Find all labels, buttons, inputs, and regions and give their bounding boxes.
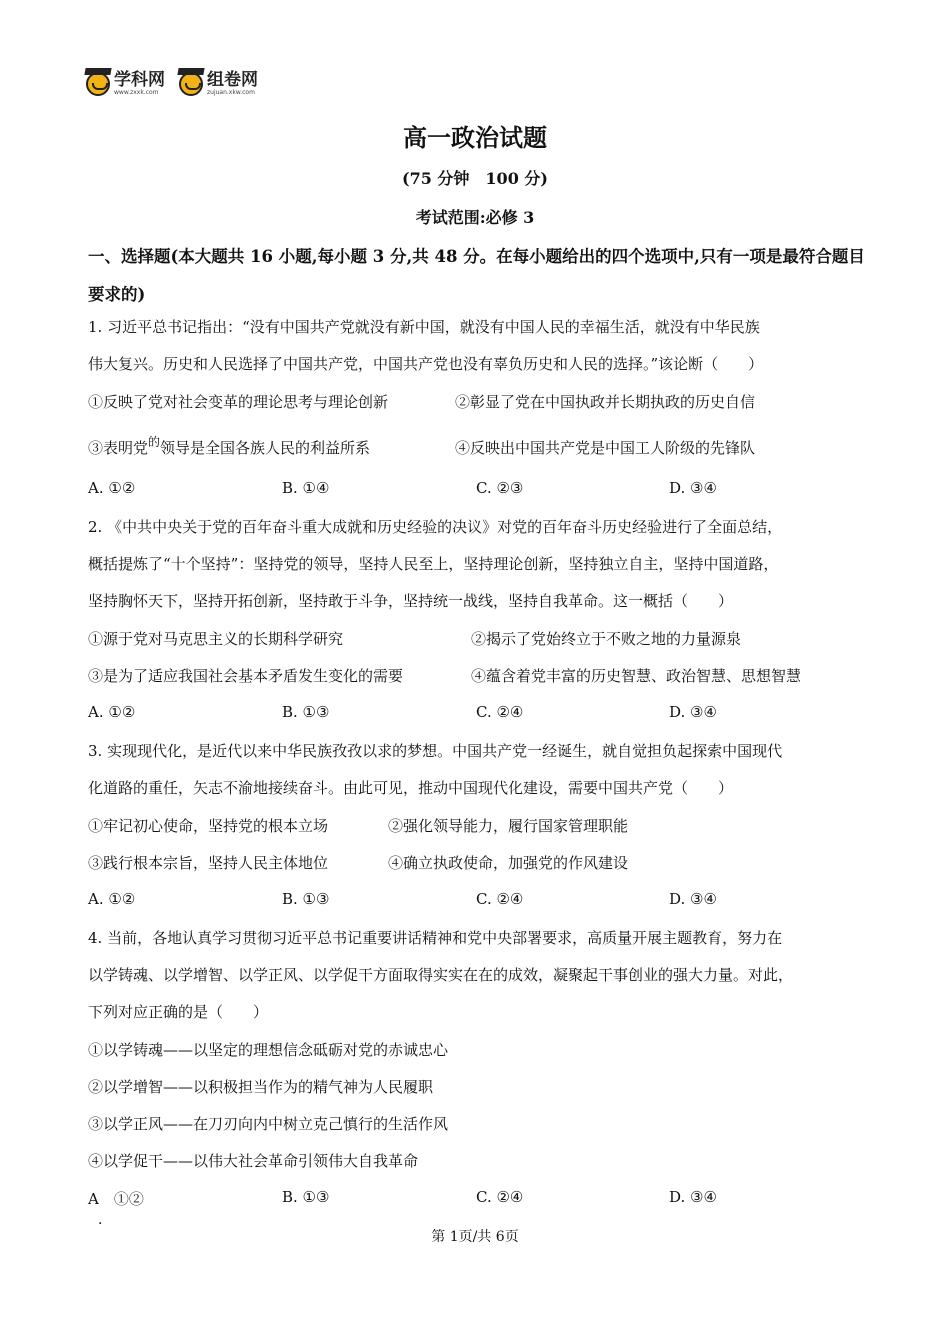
q3-stem-line: 化道路的重任，矢志不渝地接续奋斗。由此可见，推动中国现代化建设，需要中国共产党（ ）: [88, 779, 734, 797]
logo-name: 学科网: [114, 70, 165, 90]
logo-url: www.zxxk.com: [114, 89, 159, 96]
logo-xuekewang[interactable]: [86, 72, 165, 96]
q4-choice-a-dot: .: [98, 1212, 103, 1228]
q3-choice-b[interactable]: B. ①③: [282, 890, 330, 908]
q1-choice-a[interactable]: A. ①②: [88, 479, 136, 497]
q4-choice-a[interactable]: A ①②: [88, 1190, 144, 1208]
q4-stem-line: 下列对应正确的是（ ）: [88, 1003, 269, 1021]
logo-zujuanwang[interactable]: [179, 72, 258, 96]
exam-scope: 考试范围:必修 3: [415, 208, 535, 227]
q1-choice-b[interactable]: B. ①④: [282, 479, 330, 497]
logo-url: zujuan.xkw.com: [207, 89, 255, 96]
q1-statement: ②彰显了党在中国执政并长期执政的历史自信: [455, 393, 756, 411]
q3-choice-d[interactable]: D. ③④: [669, 890, 717, 908]
q1-statement: ①反映了党对社会变革的理论思考与理论创新: [88, 393, 389, 411]
q4-choice-c[interactable]: C. ②④: [476, 1188, 524, 1206]
q2-statement: ①源于党对马克思主义的长期科学研究: [88, 630, 344, 648]
q4-choice-b[interactable]: B. ①③: [282, 1188, 330, 1206]
q1-choice-c[interactable]: C. ②③: [476, 479, 524, 497]
q4-statement: ②以学增智——以积极担当作为的精气神为人民履职: [88, 1078, 434, 1096]
q4-choice-d[interactable]: D. ③④: [669, 1188, 717, 1206]
q3-choice-c[interactable]: C. ②④: [476, 890, 524, 908]
q2-stem-line: 概括提炼了“十个坚持”：坚持党的领导，坚持人民至上，坚持理论创新，坚持独立自主，坚持中国道路，: [88, 555, 779, 573]
q3-statement: ④确立执政使命，加强党的作风建设: [388, 854, 629, 872]
logo-name: 组卷网: [207, 70, 258, 90]
section-heading: 一、选择题(本大题共 16 小题,每小题 3 分,共 48 分。在每小题给出的四个选项中,只有一项是最符合题目要求的): [88, 247, 865, 304]
q1-stem-line: 伟大复兴。历史和人民选择了中国共产党，中国共产党也没有辜负历史和人民的选择。”该论断（ ）: [88, 355, 764, 373]
page-number: 第 1页/共 6页: [431, 1229, 519, 1245]
q2-choice-b[interactable]: B. ①③: [282, 703, 330, 721]
exam-title: 高一政治试题: [403, 123, 547, 152]
q1-statement: ④反映出中国共产党是中国工人阶级的先锋队: [455, 439, 756, 457]
q4-statement: ①以学铸魂——以坚定的理想信念砥砺对党的赤诚忠心: [88, 1041, 449, 1059]
graduate-cap-icon: [179, 72, 203, 96]
graduate-cap-icon: [86, 72, 110, 96]
q3-statement: ③践行根本宗旨，坚持人民主体地位: [88, 854, 329, 872]
header-logos: [86, 72, 258, 96]
q2-choice-a[interactable]: A. ①②: [88, 703, 136, 721]
exam-duration-score: (75 分钟 100 分): [402, 169, 548, 188]
q4-statement: ③以学正风——在刀刃向内中树立克己慎行的生活作风: [88, 1115, 449, 1133]
q3-choice-a[interactable]: A. ①②: [88, 890, 136, 908]
q2-statement: ④蕴含着党丰富的历史智慧、政治智慧、思想智慧: [471, 667, 802, 685]
q4-statement: ④以学促干——以伟大社会革命引领伟大自我革命: [88, 1152, 419, 1170]
q4-stem-line: 4. 当前，各地认真学习贯彻习近平总书记重要讲话精神和党中央部署要求，高质量开展主题教育，努力在: [88, 929, 783, 947]
q2-choice-c[interactable]: C. ②④: [476, 703, 524, 721]
q3-stem-line: 3. 实现现代化，是近代以来中华民族孜孜以求的梦想。中国共产党一经诞生，就自觉担负起探索中国现代: [88, 742, 783, 760]
q2-statement: ③是为了适应我国社会基本矛盾发生变化的需要: [88, 667, 404, 685]
q3-statement: ②强化领导能力，履行国家管理职能: [388, 817, 629, 835]
q1-statement: ③表明党$^的$领导是全国各族人民的利益所系: [88, 435, 371, 457]
q2-statement: ②揭示了党始终立于不败之地的力量源泉: [471, 630, 742, 648]
q2-stem-line: 坚持胸怀天下，坚持开拓创新，坚持敢于斗争，坚持统一战线，坚持自我革命。这一概括（ ）: [88, 592, 734, 610]
q2-stem-line: 2. 《中共中央关于党的百年奋斗重大成就和历史经验的决议》对党的百年奋斗历史经验进行了全面总结，: [88, 518, 783, 536]
q1-choice-d[interactable]: D. ③④: [669, 479, 717, 497]
q3-statement: ①牢记初心使命，坚持党的根本立场: [88, 817, 329, 835]
q2-choice-d[interactable]: D. ③④: [669, 703, 717, 721]
q1-stem-line: 1. 习近平总书记指出：“没有中国共产党就没有新中国，就没有中国人民的幸福生活，就没有中华民族: [88, 318, 760, 336]
q4-stem-line: 以学铸魂、以学增智、以学正风、以学促干方面取得实实在在的成效，凝聚起干事创业的强大力量。对此，: [88, 966, 794, 984]
